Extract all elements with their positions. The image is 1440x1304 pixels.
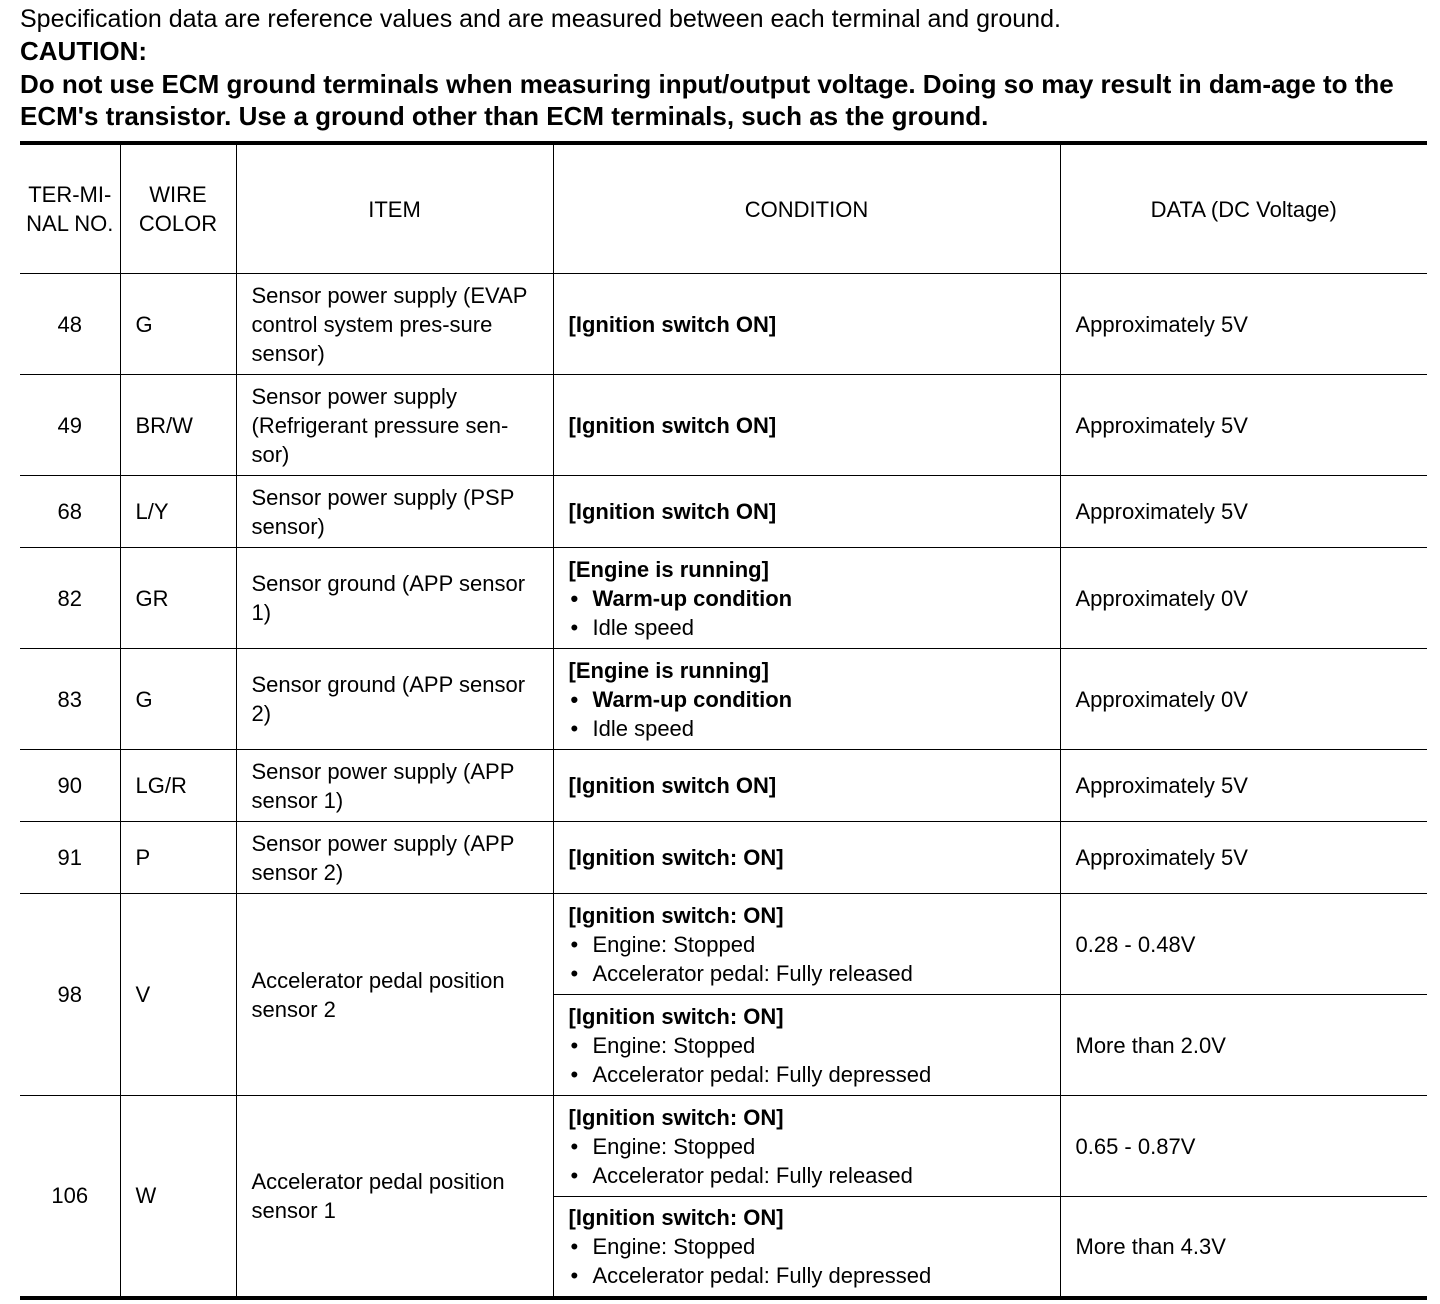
condition-bullet: • Idle speed — [569, 714, 1045, 743]
data-cell: 0.28 - 0.48V — [1060, 894, 1427, 995]
condition-bullet: • Engine: Stopped — [569, 1232, 1045, 1261]
header-data: DATA (DC Voltage) — [1060, 143, 1427, 274]
condition-bullet: • Accelerator pedal: Fully released — [569, 1161, 1045, 1190]
condition-list — [569, 1132, 1045, 1190]
condition-cell — [553, 649, 1060, 750]
item-cell: Sensor power supply (PSP sensor) — [236, 476, 553, 548]
wire-color: P — [120, 822, 236, 894]
condition-bullet: • Engine: Stopped — [569, 930, 1045, 959]
condition-list — [569, 930, 1045, 988]
condition-heading: [Ignition switch: ON] — [568, 1003, 784, 1029]
item-cell: Accelerator pedal position sensor 2 — [236, 894, 553, 1096]
data-cell: Approximately 5V — [1060, 274, 1427, 375]
condition-bullet: • Accelerator pedal: Fully depressed — [569, 1261, 1045, 1290]
table-row — [20, 548, 1427, 649]
wire-color: L/Y — [120, 476, 236, 548]
data-cell: Approximately 0V — [1060, 649, 1427, 750]
item-cell: Sensor ground (APP sensor 1) — [236, 548, 553, 649]
condition-bullet: • Engine: Stopped — [569, 1031, 1045, 1060]
item-cell: Sensor power supply (APP sensor 2) — [236, 822, 553, 894]
wire-color: G — [120, 274, 236, 375]
condition-bullet: • Warm-up condition — [569, 685, 1045, 714]
condition-bullet: • Warm-up condition — [569, 584, 1045, 613]
wire-color: BR/W — [120, 375, 236, 476]
condition-list — [569, 1031, 1045, 1089]
data-cell: Approximately 5V — [1060, 375, 1427, 476]
wire-color: G — [120, 649, 236, 750]
condition-heading: [Ignition switch: ON] — [568, 845, 784, 870]
wire-color: GR — [120, 548, 236, 649]
table-row — [20, 476, 1427, 548]
table-row — [20, 274, 1427, 375]
data-cell: Approximately 5V — [1060, 476, 1427, 548]
header-terminal-no: TER-MI-NAL NO. — [20, 143, 120, 274]
data-cell: 0.65 - 0.87V — [1060, 1096, 1427, 1197]
condition-heading: [Ignition switch ON] — [568, 412, 777, 438]
item-cell: Sensor power supply (Refrigerant pressure sen-sor) — [236, 375, 553, 476]
terminal-no: 82 — [20, 548, 120, 649]
condition-heading: [Engine is running] — [568, 556, 769, 582]
condition-bullet: • Engine: Stopped — [569, 1132, 1045, 1161]
table-row — [20, 750, 1427, 822]
condition-list — [569, 685, 1045, 743]
spec-note: Specification data are reference values and are measured between each terminal and ground. — [20, 5, 1061, 33]
condition-heading: [Ignition switch: ON] — [568, 902, 784, 928]
terminal-no: 49 — [20, 375, 120, 476]
header-row — [20, 143, 1427, 274]
header-item: ITEM — [236, 143, 553, 274]
condition-heading: [Ignition switch ON] — [568, 499, 777, 524]
table-row — [20, 1096, 1427, 1197]
terminal-no: 83 — [20, 649, 120, 750]
header-wire-color: WIRE COLOR — [120, 143, 236, 274]
terminal-no: 106 — [20, 1096, 120, 1298]
condition-bullet: • Accelerator pedal: Fully released — [569, 959, 1045, 988]
data-cell: Approximately 0V — [1060, 548, 1427, 649]
terminal-no: 68 — [20, 476, 120, 548]
condition-heading: [Engine is running] — [568, 657, 769, 683]
data-cell: More than 4.3V — [1060, 1197, 1427, 1298]
terminal-spec-table — [20, 141, 1427, 1300]
condition-cell — [553, 750, 1060, 822]
condition-cell — [553, 894, 1060, 995]
item-cell: Accelerator pedal position sensor 1 — [236, 1096, 553, 1298]
item-cell: Sensor power supply (EVAP control system pres-sure sensor) — [236, 274, 553, 375]
condition-heading: [Ignition switch ON] — [568, 311, 777, 337]
caution-title: CAUTION: — [20, 36, 148, 66]
terminal-no: 48 — [20, 274, 120, 375]
terminal-no: 90 — [20, 750, 120, 822]
condition-cell — [553, 822, 1060, 894]
condition-cell — [553, 476, 1060, 548]
condition-cell — [553, 995, 1060, 1096]
condition-cell — [553, 548, 1060, 649]
condition-cell — [553, 1197, 1060, 1298]
condition-list — [569, 1232, 1045, 1290]
header-condition: CONDITION — [553, 143, 1060, 274]
item-cell: Sensor power supply (APP sensor 1) — [236, 750, 553, 822]
data-cell: More than 2.0V — [1060, 995, 1427, 1096]
condition-bullet: • Accelerator pedal: Fully depressed — [569, 1060, 1045, 1089]
wire-color: W — [120, 1096, 236, 1298]
condition-heading: [Ignition switch: ON] — [568, 1104, 784, 1130]
condition-cell — [553, 274, 1060, 375]
terminal-no: 91 — [20, 822, 120, 894]
condition-heading: [Ignition switch: ON] — [568, 1204, 784, 1230]
condition-cell — [553, 375, 1060, 476]
condition-list — [569, 584, 1045, 642]
data-cell: Approximately 5V — [1060, 822, 1427, 894]
terminal-no: 98 — [20, 894, 120, 1096]
wire-color: V — [120, 894, 236, 1096]
caution-text: Do not use ECM ground terminals when measuring input/output voltage. Doing so may result in dam-age to the ECM's transistor. Use a ground other than ECM terminals, such as the ground. — [20, 69, 1394, 131]
table-row — [20, 375, 1427, 476]
item-cell: Sensor ground (APP sensor 2) — [236, 649, 553, 750]
condition-heading: [Ignition switch ON] — [568, 773, 777, 798]
condition-cell — [553, 1096, 1060, 1197]
table-row — [20, 822, 1427, 894]
condition-bullet: • Idle speed — [569, 613, 1045, 642]
table-row — [20, 894, 1427, 995]
table-row — [20, 649, 1427, 750]
wire-color: LG/R — [120, 750, 236, 822]
data-cell: Approximately 5V — [1060, 750, 1427, 822]
